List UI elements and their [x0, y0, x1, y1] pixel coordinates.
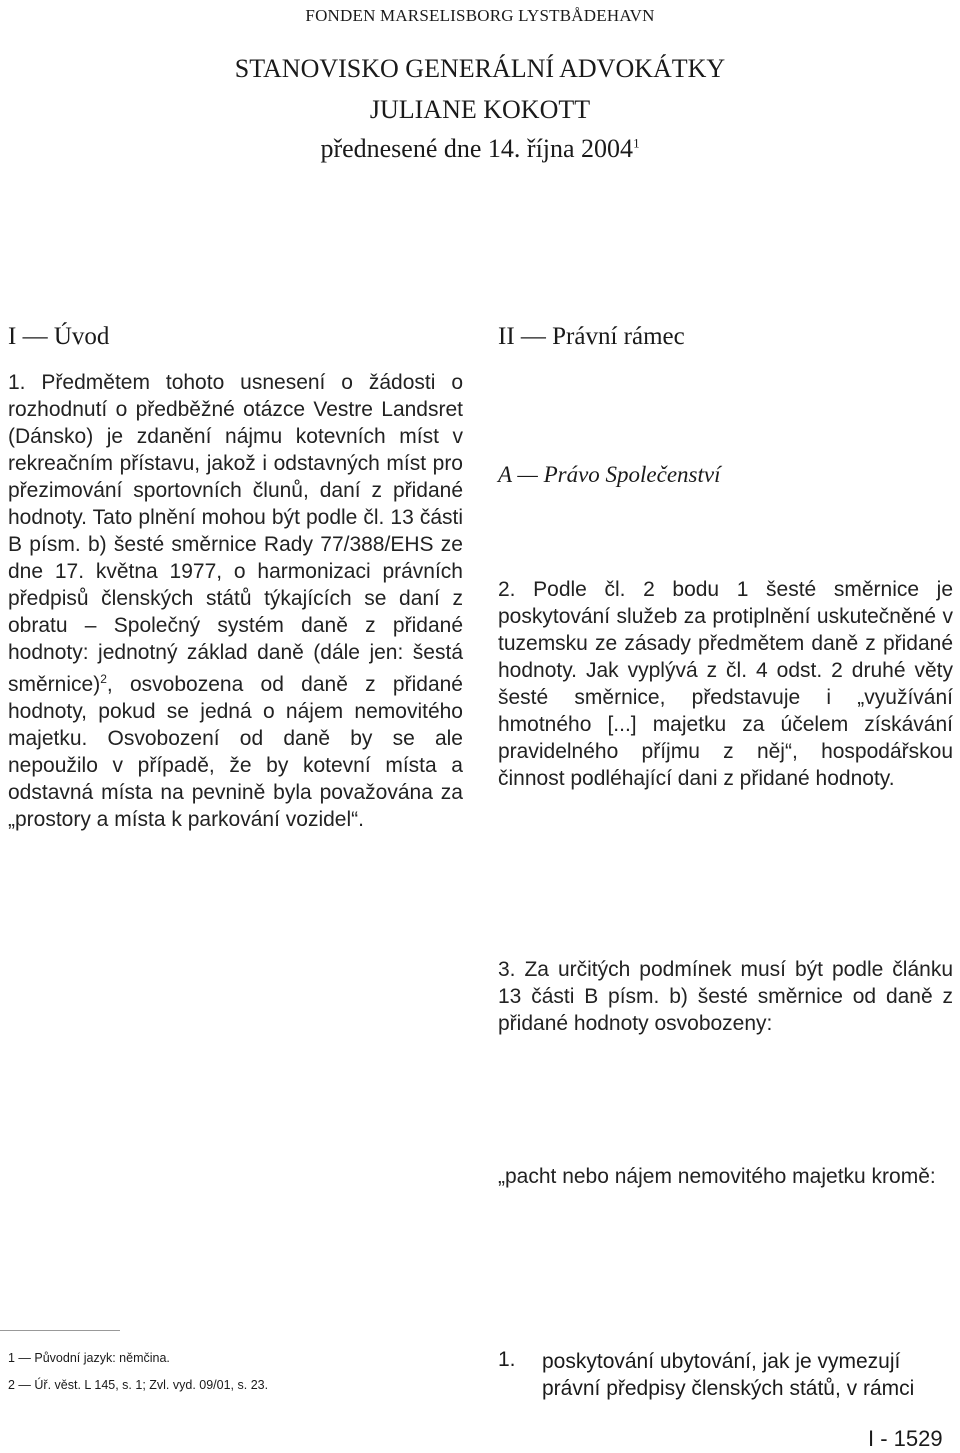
footnote-1: 1 — Původní jazyk: němčina.	[8, 1351, 170, 1365]
subsection-heading-community-law: A — Právo Společenství	[498, 462, 721, 487]
advocate-name: JULIANE KOKOTT	[369, 95, 591, 124]
paragraph-1	[8, 369, 463, 833]
paragraph-3: 3. Za určitých podmínek musí být podle článku 13 části B písm. b) šesté směrnice od daně z přidané hodnoty osvobozeny:	[498, 958, 953, 1035]
footnote-ref-1: 1	[633, 135, 640, 151]
footnote-separator	[0, 1330, 120, 1331]
quoted-provision: „pacht nebo nájem nemovitého majetku kromě:	[498, 1165, 936, 1188]
paragraph-1-text-b: , osvobozena od daně z přidané hodnoty, pokud se jedná o nájem nemovitého majetku. Osvobození od daně by se ale nepoužilo v případě, že by kotevní místa a odstavná místa na pevnině byla považována za „prostory a místa k parkování vozidel“.	[8, 673, 463, 831]
running-title: FONDEN MARSELISBORG LYSTBÅDEHAVN	[305, 6, 655, 25]
delivery-date-text: přednesené dne 14. října 2004	[320, 134, 634, 163]
opinion-title: STANOVISKO GENERÁLNÍ ADVOKÁTKY	[234, 54, 726, 83]
section-heading-intro: I — Úvod	[8, 323, 110, 350]
delivery-date	[0, 134, 960, 164]
list-item-number: 1.	[498, 1348, 516, 1371]
footnote-2: 2 — Úř. věst. L 145, s. 1; Zvl. vyd. 09/01, s. 23.	[8, 1378, 269, 1392]
list-item-text: poskytování ubytování, jak je vymezují právní předpisy členských států, v rámci	[542, 1350, 915, 1400]
page-number: I - 1529	[868, 1426, 943, 1451]
section-heading-legal-framework: II — Právní rámec	[498, 323, 685, 350]
paragraph-1-text-a: 1. Předmětem tohoto usnesení o žádosti o rozhodnutí o předběžné otázce Vestre Landsret (Dánsko) je zdanění nájmu kotevních míst v rekreačním přístavu, jakož i odstavných míst pro přezimování sportovních člunů, daní z přidané hodnoty. Tato plnění mohou být podle čl. 13 části B písm. b) šesté směrnice Rady 77/388/EHS ze dne 17. května 1977, o harmonizaci právních předpisů členských států týkajících se daní z obratu – Společný systém daně z přidané hodnoty: jednotný základ daně (dále jen: šestá směrnice)	[8, 371, 463, 696]
footnote-ref-2: 2	[100, 672, 107, 686]
paragraph-2: 2. Podle čl. 2 bodu 1 šesté směrnice je poskytování služeb za protiplnění uskutečněné v tuzemsku ze zásady předmětem daně z přidané hodnoty. Jak vyplývá z čl. 4 odst. 2 druhé věty šesté směrnice, představuje i „využívání hmotného [...] majetku za účelem získávání pravidelného příjmu z něj“, hospodářskou činnost podléhající dani z přidané hodnoty.	[498, 578, 953, 790]
